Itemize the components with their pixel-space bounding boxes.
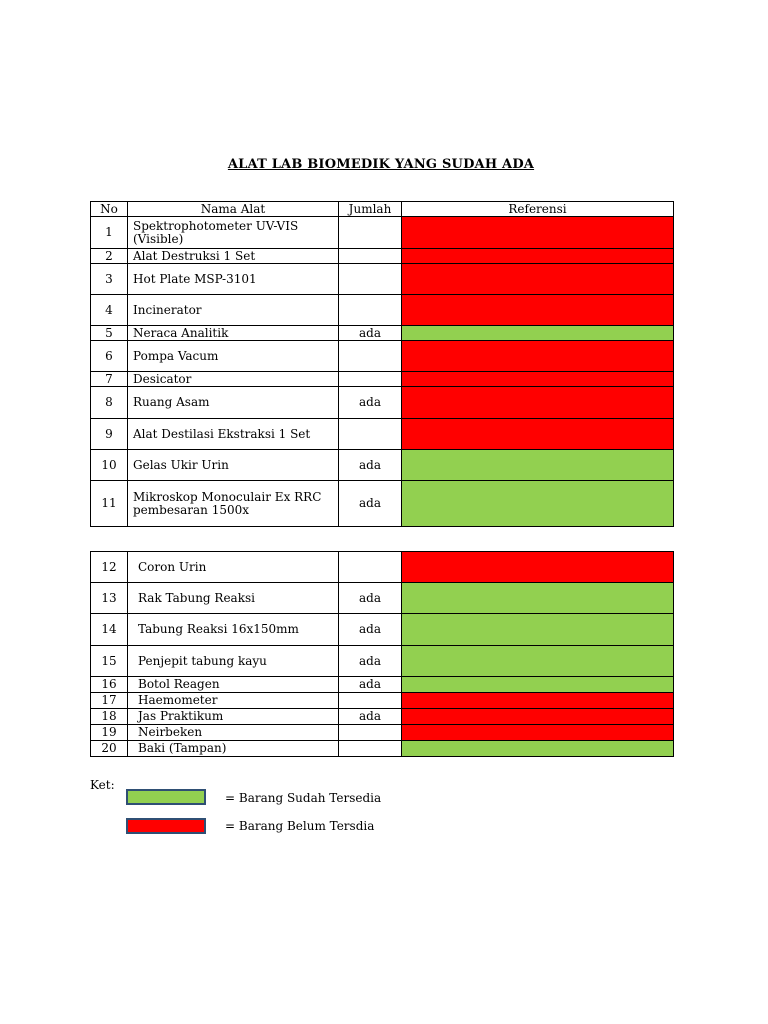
status-cell (402, 709, 674, 725)
row-qty (339, 419, 402, 450)
row-no: 15 (91, 646, 128, 677)
row-name: Neraca Analitik (128, 326, 339, 341)
status-cell (402, 552, 674, 583)
status-cell (402, 264, 674, 295)
status-cell (402, 614, 674, 646)
row-name: Neirbeken (128, 725, 339, 741)
row-name: Penjepit tabung kayu (128, 646, 339, 677)
row-qty (339, 217, 402, 249)
table-row (91, 372, 674, 387)
status-cell (402, 419, 674, 450)
row-name: Rak Tabung Reaksi (128, 583, 339, 614)
status-cell (402, 372, 674, 387)
table-row (91, 387, 674, 419)
row-qty (339, 249, 402, 264)
row-qty: ada (339, 709, 402, 725)
row-no: 4 (91, 295, 128, 326)
status-cell (402, 326, 674, 341)
table-row (91, 295, 674, 326)
row-no: 18 (91, 709, 128, 725)
status-cell (402, 741, 674, 757)
row-qty (339, 295, 402, 326)
row-qty: ada (339, 614, 402, 646)
row-no: 2 (91, 249, 128, 264)
status-cell (402, 583, 674, 614)
equipment-table-2 (90, 551, 674, 757)
row-name: Ruang Asam (128, 387, 339, 419)
table-row (91, 481, 674, 527)
row-qty (339, 741, 402, 757)
legend-unavailable-text: = Barang Belum Tersdia (225, 819, 375, 833)
row-no: 19 (91, 725, 128, 741)
row-name: Alat Destruksi 1 Set (128, 249, 339, 264)
row-qty: ada (339, 387, 402, 419)
status-cell (402, 481, 674, 527)
status-cell (402, 450, 674, 481)
table-row (91, 693, 674, 709)
row-name: Coron Urin (128, 552, 339, 583)
table-row (91, 677, 674, 693)
table-row (91, 614, 674, 646)
table-row (91, 709, 674, 725)
row-qty (339, 552, 402, 583)
table-row (91, 450, 674, 481)
row-no: 13 (91, 583, 128, 614)
row-name: Tabung Reaksi 16x150mm (128, 614, 339, 646)
status-cell (402, 249, 674, 264)
row-no: 5 (91, 326, 128, 341)
row-name: Haemometer (128, 693, 339, 709)
row-no: 17 (91, 693, 128, 709)
status-cell (402, 295, 674, 326)
row-no: 10 (91, 450, 128, 481)
row-no: 1 (91, 217, 128, 249)
row-no: 12 (91, 552, 128, 583)
table-row (91, 646, 674, 677)
row-qty (339, 693, 402, 709)
table-row (91, 264, 674, 295)
row-no: 6 (91, 341, 128, 372)
row-no: 16 (91, 677, 128, 693)
row-name: Gelas Ukir Urin (128, 450, 339, 481)
row-qty (339, 725, 402, 741)
row-name: Mikroskop Monoculair Ex RRC pembesaran 1500x (128, 481, 339, 527)
status-cell (402, 677, 674, 693)
table-row (91, 725, 674, 741)
row-qty: ada (339, 583, 402, 614)
document-title: ALAT LAB BIOMEDIK YANG SUDAH ADA (227, 157, 535, 172)
legend-swatch-available (126, 789, 206, 805)
row-name: Botol Reagen (128, 677, 339, 693)
status-cell (402, 725, 674, 741)
table-row (91, 249, 674, 264)
table-row (91, 341, 674, 372)
table-row (91, 583, 674, 614)
row-no: 9 (91, 419, 128, 450)
table-row (91, 741, 674, 757)
row-qty (339, 372, 402, 387)
row-name: Baki (Tampan) (128, 741, 339, 757)
equipment-table-1 (90, 201, 674, 527)
row-no: 7 (91, 372, 128, 387)
row-name: Alat Destilasi Ekstraksi 1 Set (128, 419, 339, 450)
status-cell (402, 693, 674, 709)
row-no: 8 (91, 387, 128, 419)
table-row (91, 419, 674, 450)
row-no: 11 (91, 481, 128, 527)
header-no: No (91, 202, 128, 217)
legend-available-text: = Barang Sudah Tersedia (225, 791, 382, 805)
legend-swatch-unavailable (126, 818, 206, 834)
row-name: Pompa Vacum (128, 341, 339, 372)
row-name: Jas Praktikum (128, 709, 339, 725)
table-row (91, 552, 674, 583)
row-name: Hot Plate MSP-3101 (128, 264, 339, 295)
row-no: 14 (91, 614, 128, 646)
header-ref: Referensi (402, 202, 674, 217)
row-qty: ada (339, 677, 402, 693)
row-qty: ada (339, 450, 402, 481)
row-no: 20 (91, 741, 128, 757)
header-name: Nama Alat (128, 202, 339, 217)
table-row (91, 217, 674, 249)
status-cell (402, 387, 674, 419)
table-row (91, 326, 674, 341)
row-qty: ada (339, 326, 402, 341)
row-qty (339, 341, 402, 372)
legend-label: Ket: (90, 778, 115, 792)
row-qty: ada (339, 481, 402, 527)
row-qty: ada (339, 646, 402, 677)
row-no: 3 (91, 264, 128, 295)
status-cell (402, 341, 674, 372)
row-name: Desicator (128, 372, 339, 387)
status-cell (402, 217, 674, 249)
header-qty: Jumlah (339, 202, 402, 217)
row-name: Spektrophotometer UV-VIS (Visible) (128, 217, 339, 249)
row-qty (339, 264, 402, 295)
row-name: Incinerator (128, 295, 339, 326)
status-cell (402, 646, 674, 677)
